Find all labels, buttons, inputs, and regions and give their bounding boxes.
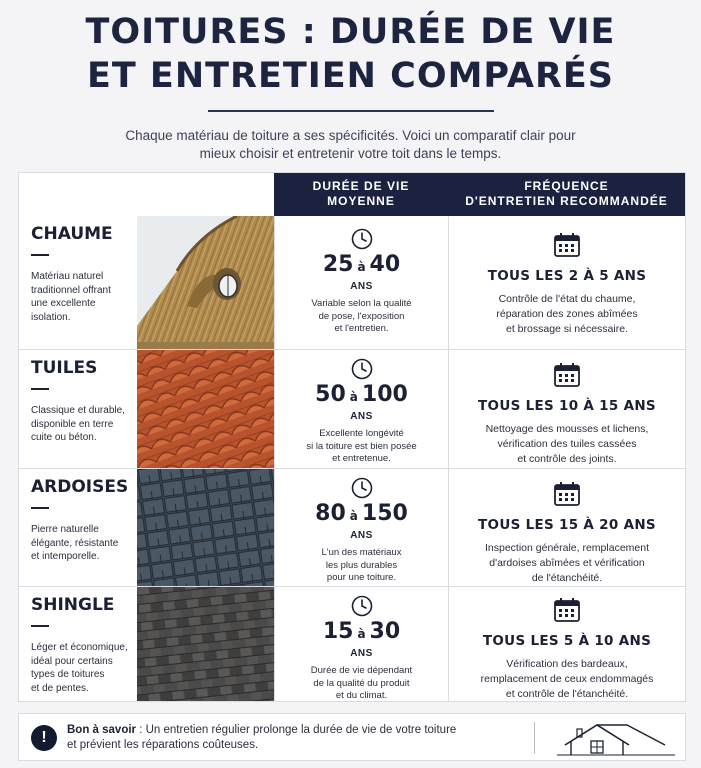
note-line: et du climat. (335, 690, 388, 701)
duration-cell (274, 216, 448, 349)
description-line: types de toitures (31, 669, 105, 680)
intro-line-1: Chaque matériau de toiture a ses spécificités. Voici un comparatif clair pour (125, 128, 576, 143)
title-line-1: TOITURES : DURÉE DE VIE (85, 12, 616, 52)
duration-separator: à (357, 627, 366, 641)
table-row-chaume (19, 216, 685, 350)
duration-cell (274, 350, 448, 468)
duration-separator: à (349, 390, 358, 404)
duration-min: 80 (315, 501, 346, 526)
duration-range (275, 619, 448, 647)
calendar-icon (553, 362, 581, 388)
material-description (31, 270, 131, 324)
duration-min: 50 (315, 382, 346, 407)
clay-tiles-photo (137, 350, 274, 468)
clock-icon (351, 358, 373, 380)
duration-note (297, 665, 427, 703)
description-line: cuite ou béton. (31, 432, 97, 443)
note-line: remplacement de ceux endommagés (480, 673, 654, 685)
note-line: de la qualité du produit (313, 677, 410, 689)
note-line: Variable selon la qualité (311, 298, 412, 309)
clock-icon (351, 477, 373, 499)
description-line: et de pentes. (31, 682, 89, 694)
material-cell (19, 350, 135, 468)
note-line: Excellente longévité (319, 428, 404, 439)
duration-range (275, 501, 448, 529)
frequency-note (462, 422, 672, 467)
description-line: idéal pour certains (31, 655, 113, 667)
frequency-cell (448, 350, 685, 468)
description-line: et intemporelle. (31, 551, 100, 562)
clock-icon (351, 228, 373, 250)
title-underline (208, 110, 494, 112)
frequency-value: TOUS LES 10 À 15 ANS (478, 398, 656, 414)
note-line: Inspection générale, remplacement (484, 542, 649, 554)
column-header-duration (274, 173, 448, 216)
note-line: les plus durables (325, 559, 398, 571)
material-name: SHINGLE (31, 595, 115, 615)
tip-text (67, 723, 477, 753)
shingle-roof-photo (137, 587, 274, 701)
clock-icon (351, 595, 373, 617)
note-line: et brossage si nécessaire. (506, 323, 628, 335)
divider (31, 388, 49, 390)
material-description (31, 641, 131, 695)
material-cell (19, 216, 135, 349)
material-name: CHAUME (31, 224, 113, 244)
frequency-value: TOUS LES 5 À 10 ANS (482, 633, 652, 649)
note-line: Nettoyage des mousses et lichens, (485, 423, 649, 435)
duration-range (275, 252, 448, 280)
duration-unit: ANS (350, 648, 373, 659)
tip-text-line-1: : Un entretien régulier prolonge la durée de vie de votre toiture (136, 724, 457, 736)
duration-max: 30 (369, 619, 401, 644)
note-line: vérification des tuiles cassées (497, 438, 637, 450)
house-roof-icon (557, 719, 677, 757)
duration-max: 100 (361, 382, 408, 407)
comparison-table (18, 172, 686, 702)
material-name: ARDOISES (31, 477, 129, 497)
divider (31, 254, 49, 256)
description-line: Matériau naturel (31, 271, 104, 282)
duration-separator: à (357, 260, 366, 274)
frequency-note (462, 292, 672, 337)
note-line: Contrôle de l'état du chaume, (498, 293, 636, 305)
duration-note (297, 547, 427, 585)
note-line: et contrôle de l'étanchéité. (505, 688, 629, 700)
divider (31, 507, 49, 509)
note-line: d'ardoises abîmées et vérification (489, 557, 645, 569)
column-header-frequency-line-1: FRÉQUENCE (524, 179, 609, 193)
frequency-value: TOUS LES 2 À 5 ANS (487, 268, 647, 284)
tip-label: Bon à savoir (67, 724, 137, 736)
calendar-icon (553, 481, 581, 507)
note-line: et contrôle des joints. (517, 453, 617, 465)
note-line: de l'étanchéité. (531, 572, 603, 584)
frequency-cell (448, 587, 685, 701)
material-name: TUILES (31, 358, 98, 378)
slate-roof-photo (137, 469, 274, 586)
tip-divider (534, 722, 535, 754)
column-header-frequency-line-2: D'ENTRETIEN RECOMMANDÉE (465, 194, 668, 208)
duration-separator: à (349, 509, 358, 523)
note-line: pour une toiture. (326, 572, 397, 583)
duration-note (297, 298, 427, 336)
calendar-icon (553, 597, 581, 623)
duration-range (275, 382, 448, 410)
description-line: Léger et économique, (31, 642, 128, 653)
frequency-note (462, 541, 672, 586)
duration-min: 15 (322, 619, 354, 644)
description-line: élégante, résistante (31, 537, 119, 549)
table-row-tuiles (19, 350, 685, 469)
note-line: Vérification des bardeaux, (506, 658, 628, 670)
column-header-duration-line-2: MOYENNE (327, 194, 395, 208)
note-line: réparation des zones abîmées (496, 308, 638, 320)
frequency-note (462, 657, 672, 702)
description-line: Pierre naturelle (31, 524, 99, 535)
intro-text (90, 127, 611, 163)
duration-min: 25 (322, 252, 354, 277)
duration-unit: ANS (350, 281, 373, 292)
column-header-duration-line-1: DURÉE DE VIE (312, 179, 410, 193)
material-cell (19, 587, 135, 701)
description-line: traditionnel offrant (31, 284, 111, 296)
tip-box (18, 713, 686, 761)
divider (31, 625, 49, 627)
frequency-cell (448, 216, 685, 349)
table-row-ardoises (19, 469, 685, 587)
material-description (31, 523, 131, 564)
duration-max: 40 (369, 252, 401, 277)
note-line: L'un des matériaux (321, 547, 402, 558)
thatch-roof-photo (137, 216, 274, 349)
duration-max: 150 (361, 501, 408, 526)
description-line: Classique et durable, (31, 405, 125, 416)
tip-line-1 (67, 723, 477, 738)
material-cell (19, 469, 135, 586)
duration-cell (274, 469, 448, 586)
note-line: et entretenue. (332, 453, 391, 464)
frequency-cell (448, 469, 685, 586)
duration-unit: ANS (350, 530, 373, 541)
note-line: et l'entretien. (334, 323, 389, 334)
description-line: isolation. (31, 311, 71, 323)
calendar-icon (553, 232, 581, 258)
exclamation-icon: ! (31, 725, 57, 751)
duration-unit: ANS (350, 411, 373, 422)
table-row-shingle (19, 587, 685, 701)
note-line: si la toiture est bien posée (306, 440, 417, 452)
description-line: une excellente (31, 298, 96, 309)
duration-cell (274, 587, 448, 701)
description-line: disponible en terre (31, 418, 114, 430)
title-line-2: ET ENTRETIEN COMPARÉS (86, 56, 615, 96)
column-header-frequency (448, 173, 685, 216)
note-line: Durée de vie dépendant (310, 665, 413, 676)
frequency-value: TOUS LES 15 À 20 ANS (478, 517, 656, 533)
note-line: de pose, l'exposition (318, 310, 405, 322)
material-description (31, 404, 131, 445)
duration-note (297, 428, 427, 466)
intro-line-2: mieux choisir et entretenir votre toit dans le temps. (199, 146, 502, 161)
page-title (0, 10, 701, 98)
tip-text-line-2: et prévient les réparations coûteuses. (67, 739, 259, 751)
